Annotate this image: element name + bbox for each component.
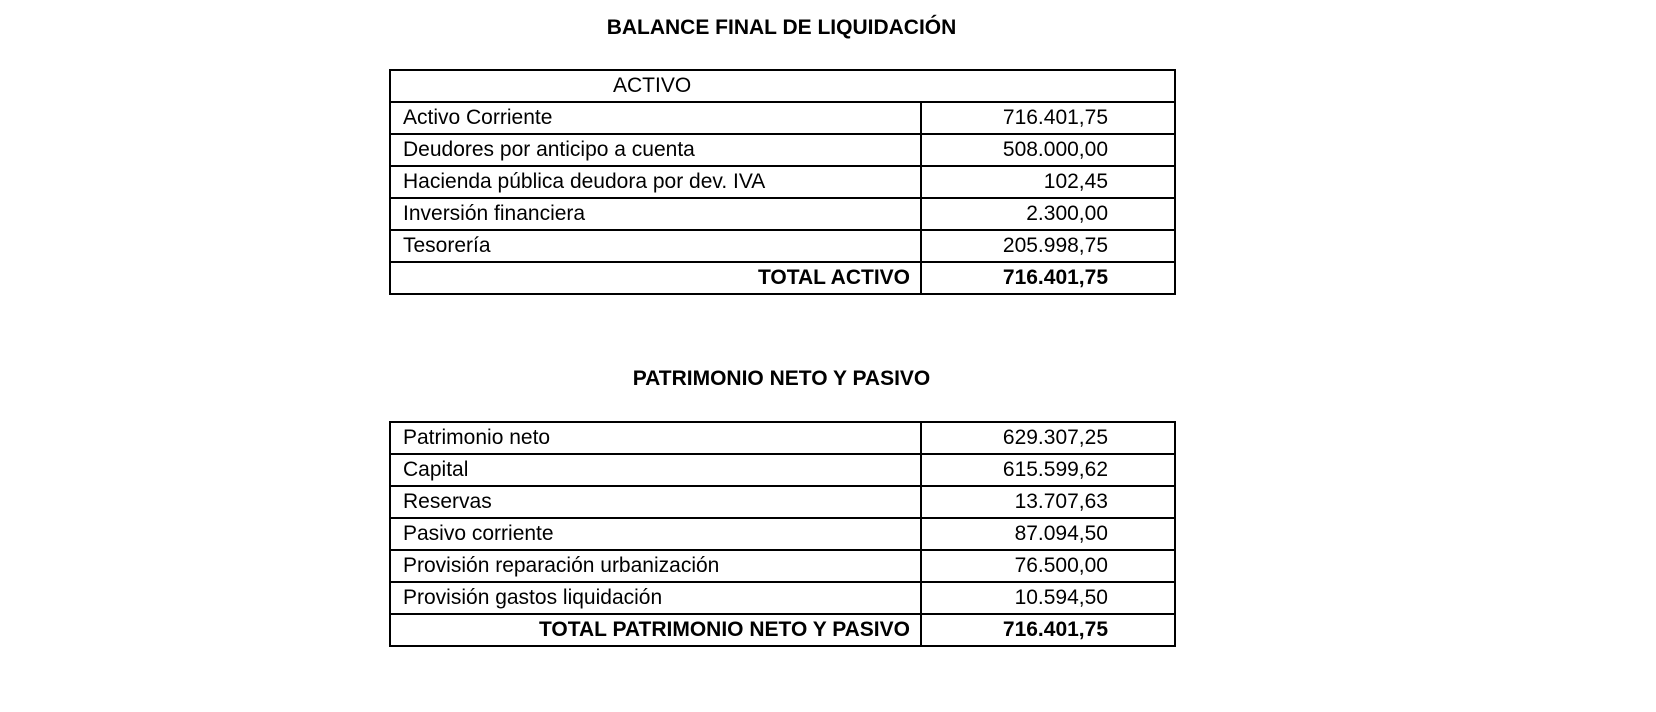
row-label: Hacienda pública deudora por dev. IVA xyxy=(390,166,921,198)
row-label: Tesorería xyxy=(390,230,921,262)
table-row xyxy=(390,422,1175,454)
row-value: 615.599,62 xyxy=(921,454,1175,486)
table-row xyxy=(390,486,1175,518)
table-row xyxy=(390,198,1175,230)
table-row xyxy=(390,518,1175,550)
total-activo-value: 716.401,75 xyxy=(921,262,1175,294)
row-value: 76.500,00 xyxy=(921,550,1175,582)
table-row xyxy=(390,134,1175,166)
total-activo-label: TOTAL ACTIVO xyxy=(390,262,921,294)
table-row xyxy=(390,454,1175,486)
total-pasivo-value: 716.401,75 xyxy=(921,614,1175,646)
row-value: 10.594,50 xyxy=(921,582,1175,614)
page-title: BALANCE FINAL DE LIQUIDACIÓN xyxy=(606,16,957,39)
row-label: Pasivo corriente xyxy=(390,518,921,550)
row-label: Patrimonio neto xyxy=(390,422,921,454)
row-label: Provisión reparación urbanización xyxy=(390,550,921,582)
table-row xyxy=(390,102,1175,134)
row-label: Inversión financiera xyxy=(390,198,921,230)
row-value: 2.300,00 xyxy=(921,198,1175,230)
row-label: Provisión gastos liquidación xyxy=(390,582,921,614)
row-value: 205.998,75 xyxy=(921,230,1175,262)
row-value: 716.401,75 xyxy=(921,102,1175,134)
row-label: Capital xyxy=(390,454,921,486)
row-label: Activo Corriente xyxy=(390,102,921,134)
total-pasivo-label: TOTAL PATRIMONIO NETO Y PASIVO xyxy=(390,614,921,646)
row-value: 87.094,50 xyxy=(921,518,1175,550)
activo-total-row xyxy=(390,262,1175,294)
table-row xyxy=(390,166,1175,198)
pasivo-table xyxy=(389,421,1176,647)
pasivo-total-row xyxy=(390,614,1175,646)
activo-header: ACTIVO xyxy=(390,70,1175,102)
section-title: PATRIMONIO NETO Y PASIVO xyxy=(632,367,931,390)
row-value: 629.307,25 xyxy=(921,422,1175,454)
row-label: Reservas xyxy=(390,486,921,518)
row-value: 13.707,63 xyxy=(921,486,1175,518)
row-value: 508.000,00 xyxy=(921,134,1175,166)
row-label: Deudores por anticipo a cuenta xyxy=(390,134,921,166)
table-row xyxy=(390,582,1175,614)
row-value: 102,45 xyxy=(921,166,1175,198)
table-row xyxy=(390,550,1175,582)
activo-header-row xyxy=(390,70,1175,102)
table-row xyxy=(390,230,1175,262)
activo-table xyxy=(389,69,1176,295)
